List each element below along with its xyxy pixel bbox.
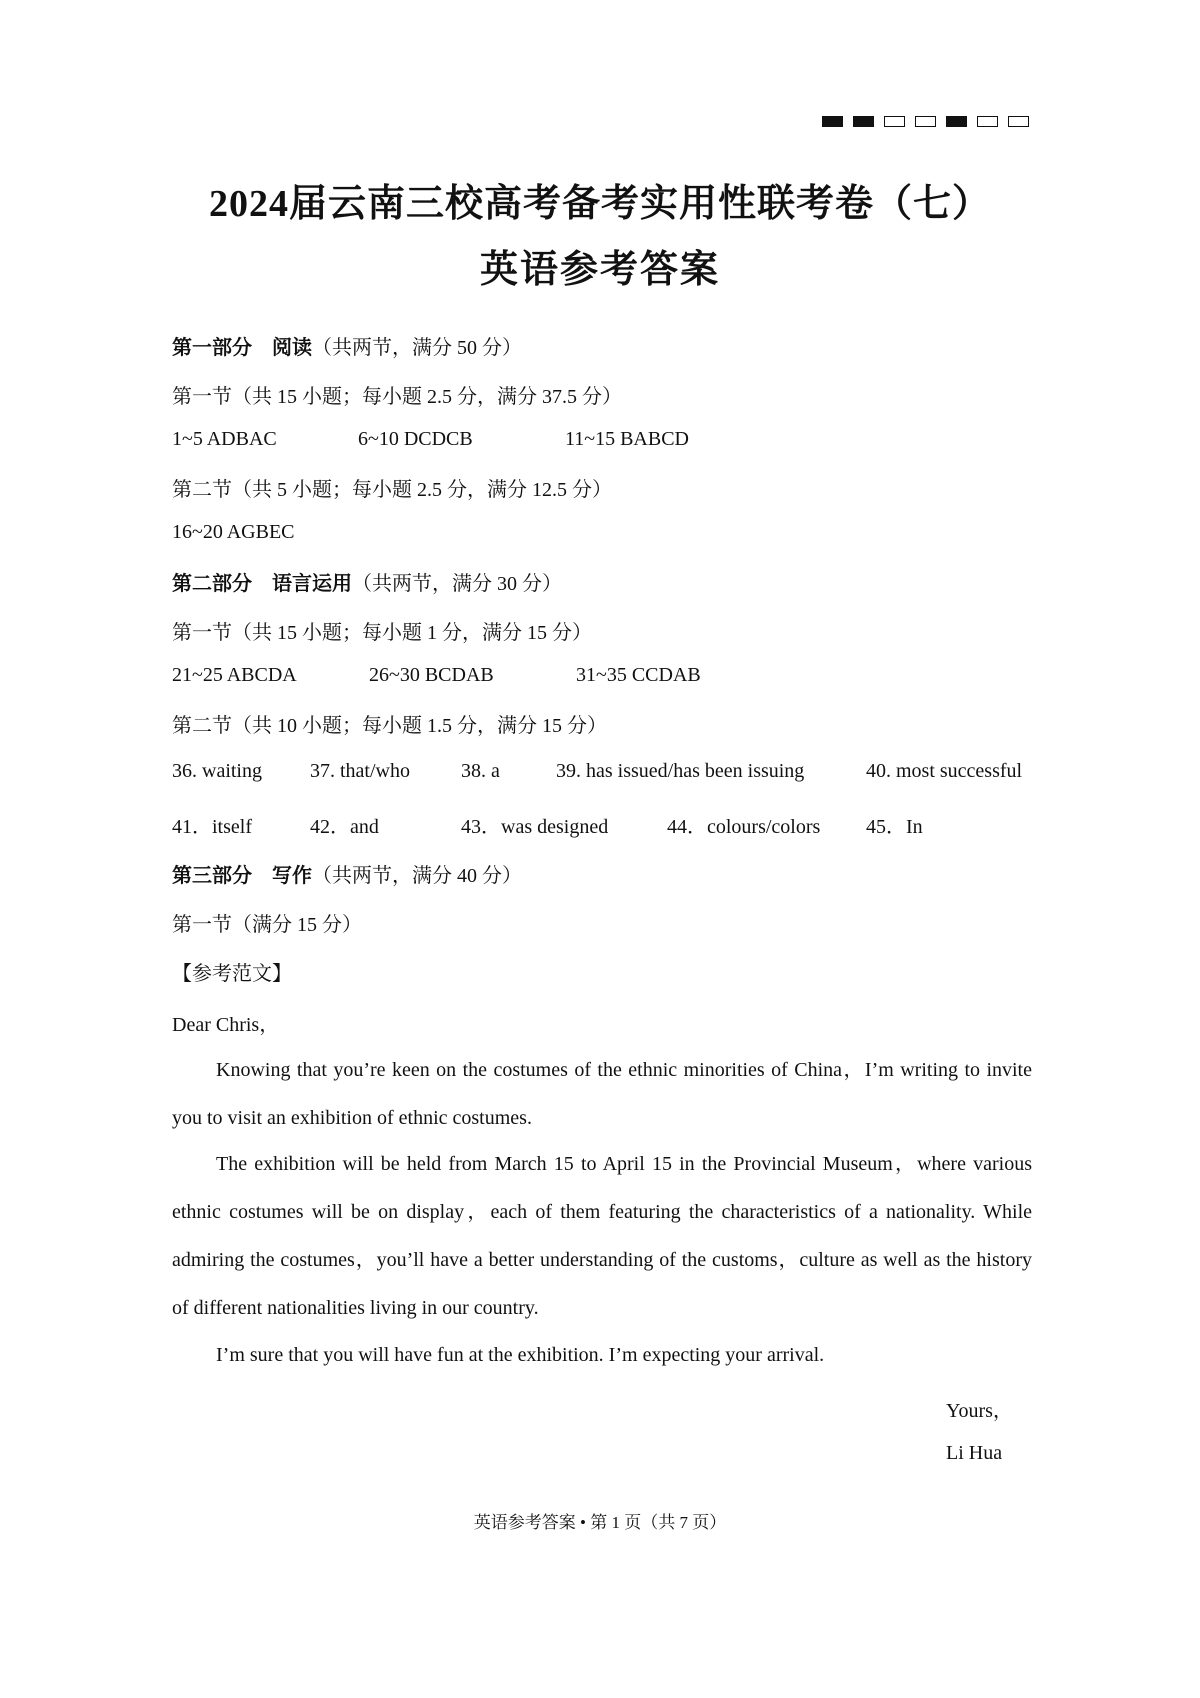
part1-section2-answer-1: 16~20 AGBEC	[172, 521, 295, 543]
letter-paragraph-3	[172, 1331, 1032, 1379]
sample-essay-label: 【参考范文】	[172, 963, 292, 985]
part1-section1-answer-1: 1~5 ADBAC	[172, 428, 277, 450]
header-mark-7	[1008, 116, 1029, 127]
part2-section2-answer-37: 37. that/who	[310, 760, 410, 782]
letter-paragraph-2-text: The exhibition will be held from March 15 to April 15 in the Provincial Museum，where various ethnic costumes will be on display，each of them featuring the characteristics of a nationality. While admiring the costumes，you’ll have a better understanding of the customs，culture as well as the history of different nationalities living in our country.	[172, 1153, 1032, 1319]
part2-section2-label: 第二节（共 10 小题；每小题 1.5 分，满分 15 分）	[172, 715, 607, 737]
part2-section2-answer-45: 45．In	[866, 816, 923, 838]
part2-heading-score: （共两节，满分 30 分）	[352, 573, 562, 595]
letter-paragraph-1-text: Knowing that you’re keen on the costumes of the ethnic minorities of China，I’m writing to invite you to visit an exhibition of ethnic costumes.	[172, 1059, 1032, 1129]
part2-section2-answer-39: 39. has issued/has been issuing	[556, 760, 805, 782]
part2-heading-title: 第二部分 语言运用	[172, 573, 352, 595]
part1-section1-label: 第一节（共 15 小题；每小题 2.5 分，满分 37.5 分）	[172, 386, 622, 408]
part2-section1-answer-2: 26~30 BCDAB	[369, 664, 494, 686]
part3-heading-score: （共两节，满分 40 分）	[312, 865, 522, 887]
part2-section2-answer-38: 38. a	[461, 760, 500, 782]
letter-paragraph-3-text: I’m sure that you will have fun at the exhibition. I’m expecting your arrival.	[216, 1344, 825, 1366]
part3-section1-label: 第一节（满分 15 分）	[172, 914, 362, 936]
header-mark-6	[977, 116, 998, 127]
part2-section2-answer-36: 36. waiting	[172, 760, 262, 782]
part3-heading-title: 第三部分 写作	[172, 865, 312, 887]
letter-closing: Yours，	[946, 1400, 1013, 1422]
page-title: 2024届云南三校高考备考实用性联考卷（七）	[208, 183, 991, 225]
letter-paragraph-1	[172, 1046, 1032, 1142]
letter-greeting: Dear Chris，	[172, 1014, 280, 1036]
part1-heading-title: 第一部分 阅读	[172, 337, 312, 359]
letter-signature: Li Hua	[946, 1442, 1003, 1464]
part2-section2-answer-42: 42．and	[310, 816, 379, 838]
part2-section2-answer-40: 40. most successful	[866, 760, 1023, 782]
part1-section1-answer-3: 11~15 BABCD	[565, 428, 689, 450]
part2-heading	[172, 567, 562, 596]
part2-section1-label: 第一节（共 15 小题；每小题 1 分，满分 15 分）	[172, 622, 592, 644]
part1-heading	[172, 331, 522, 360]
header-mark-1	[822, 116, 843, 127]
part1-section1-answer-2: 6~10 DCDCB	[358, 428, 473, 450]
page-footer: 英语参考答案 • 第 1 页（共 7 页）	[473, 1513, 727, 1532]
page-subtitle: 英语参考答案	[479, 249, 720, 291]
part2-section2-answer-41: 41．itself	[172, 816, 252, 838]
header-mark-2	[853, 116, 874, 127]
part1-section2-label: 第二节（共 5 小题；每小题 2.5 分，满分 12.5 分）	[172, 479, 612, 501]
letter-paragraph-2	[172, 1140, 1032, 1332]
header-mark-4	[915, 116, 936, 127]
part2-section2-answer-44: 44．colours/colors	[667, 816, 821, 838]
header-mark-3	[884, 116, 905, 127]
header-marks	[822, 116, 1029, 127]
part1-heading-score: （共两节，满分 50 分）	[312, 337, 522, 359]
part3-heading	[172, 859, 522, 888]
part2-section2-answer-43: 43．was designed	[461, 816, 609, 838]
part2-section1-answer-3: 31~35 CCDAB	[576, 664, 701, 686]
part2-section1-answer-1: 21~25 ABCDA	[172, 664, 297, 686]
header-mark-5	[946, 116, 967, 127]
